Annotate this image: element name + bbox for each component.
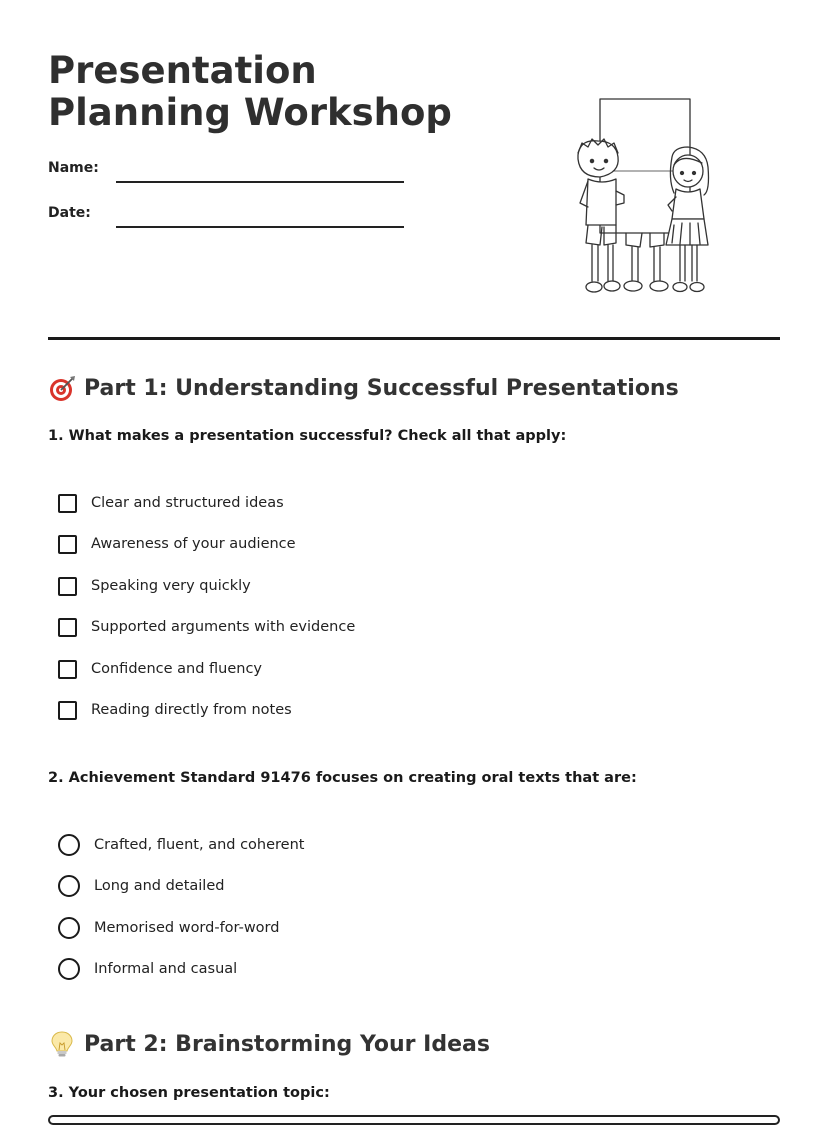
date-label: Date:: [48, 205, 91, 221]
checkbox[interactable]: [58, 660, 77, 679]
question-2: 2. Achievement Standard 91476 focuses on creating oral texts that are:: [48, 770, 637, 786]
question-3: 3. Your chosen presentation topic:: [48, 1085, 330, 1101]
children-holding-sign-illustration: [570, 95, 715, 300]
checkbox[interactable]: [58, 535, 77, 554]
option-label: Memorised word-for-word: [94, 920, 280, 936]
radio-button[interactable]: [58, 834, 80, 856]
checkbox[interactable]: [58, 701, 77, 720]
name-field[interactable]: [116, 181, 404, 183]
part1-heading-text: Part 1: Understanding Successful Presentations: [84, 375, 679, 401]
option-label: Confidence and fluency: [91, 661, 263, 677]
section-divider: [48, 337, 780, 340]
option-label: Long and detailed: [94, 878, 225, 894]
date-field[interactable]: [116, 226, 404, 228]
option-label: Speaking very quickly: [91, 578, 251, 594]
checkbox-option[interactable]: [58, 532, 296, 556]
radio-button[interactable]: [58, 875, 80, 897]
checkbox-option[interactable]: [58, 491, 284, 515]
topic-input[interactable]: [48, 1115, 780, 1125]
radio-option[interactable]: [58, 957, 237, 981]
option-label: Reading directly from notes: [91, 702, 292, 718]
checkbox[interactable]: [58, 494, 77, 513]
checkbox-option[interactable]: [58, 574, 251, 598]
option-label: Supported arguments with evidence: [91, 619, 356, 635]
part1-heading: [48, 374, 679, 402]
option-label: Crafted, fluent, and coherent: [94, 837, 305, 853]
option-label: Awareness of your audience: [91, 536, 296, 552]
option-label: Clear and structured ideas: [91, 495, 284, 511]
radio-option[interactable]: [58, 874, 224, 898]
page-title: Presentation Planning Workshop: [48, 49, 452, 134]
checkbox-option[interactable]: [58, 698, 292, 722]
checkbox-option[interactable]: [58, 657, 262, 681]
lightbulb-icon: [48, 1030, 76, 1058]
option-label: Informal and casual: [94, 961, 238, 977]
name-label: Name:: [48, 160, 99, 176]
question-1: 1. What makes a presentation successful? Check all that apply:: [48, 428, 567, 444]
radio-button[interactable]: [58, 958, 80, 980]
checkbox[interactable]: [58, 577, 77, 596]
part2-heading-text: Part 2: Brainstorming Your Ideas: [84, 1031, 490, 1057]
part2-heading: [48, 1030, 490, 1058]
radio-option[interactable]: [58, 833, 304, 857]
radio-option[interactable]: [58, 916, 279, 940]
checkbox-option[interactable]: [58, 615, 355, 639]
radio-button[interactable]: [58, 917, 80, 939]
target-icon: [48, 374, 76, 402]
checkbox[interactable]: [58, 618, 77, 637]
